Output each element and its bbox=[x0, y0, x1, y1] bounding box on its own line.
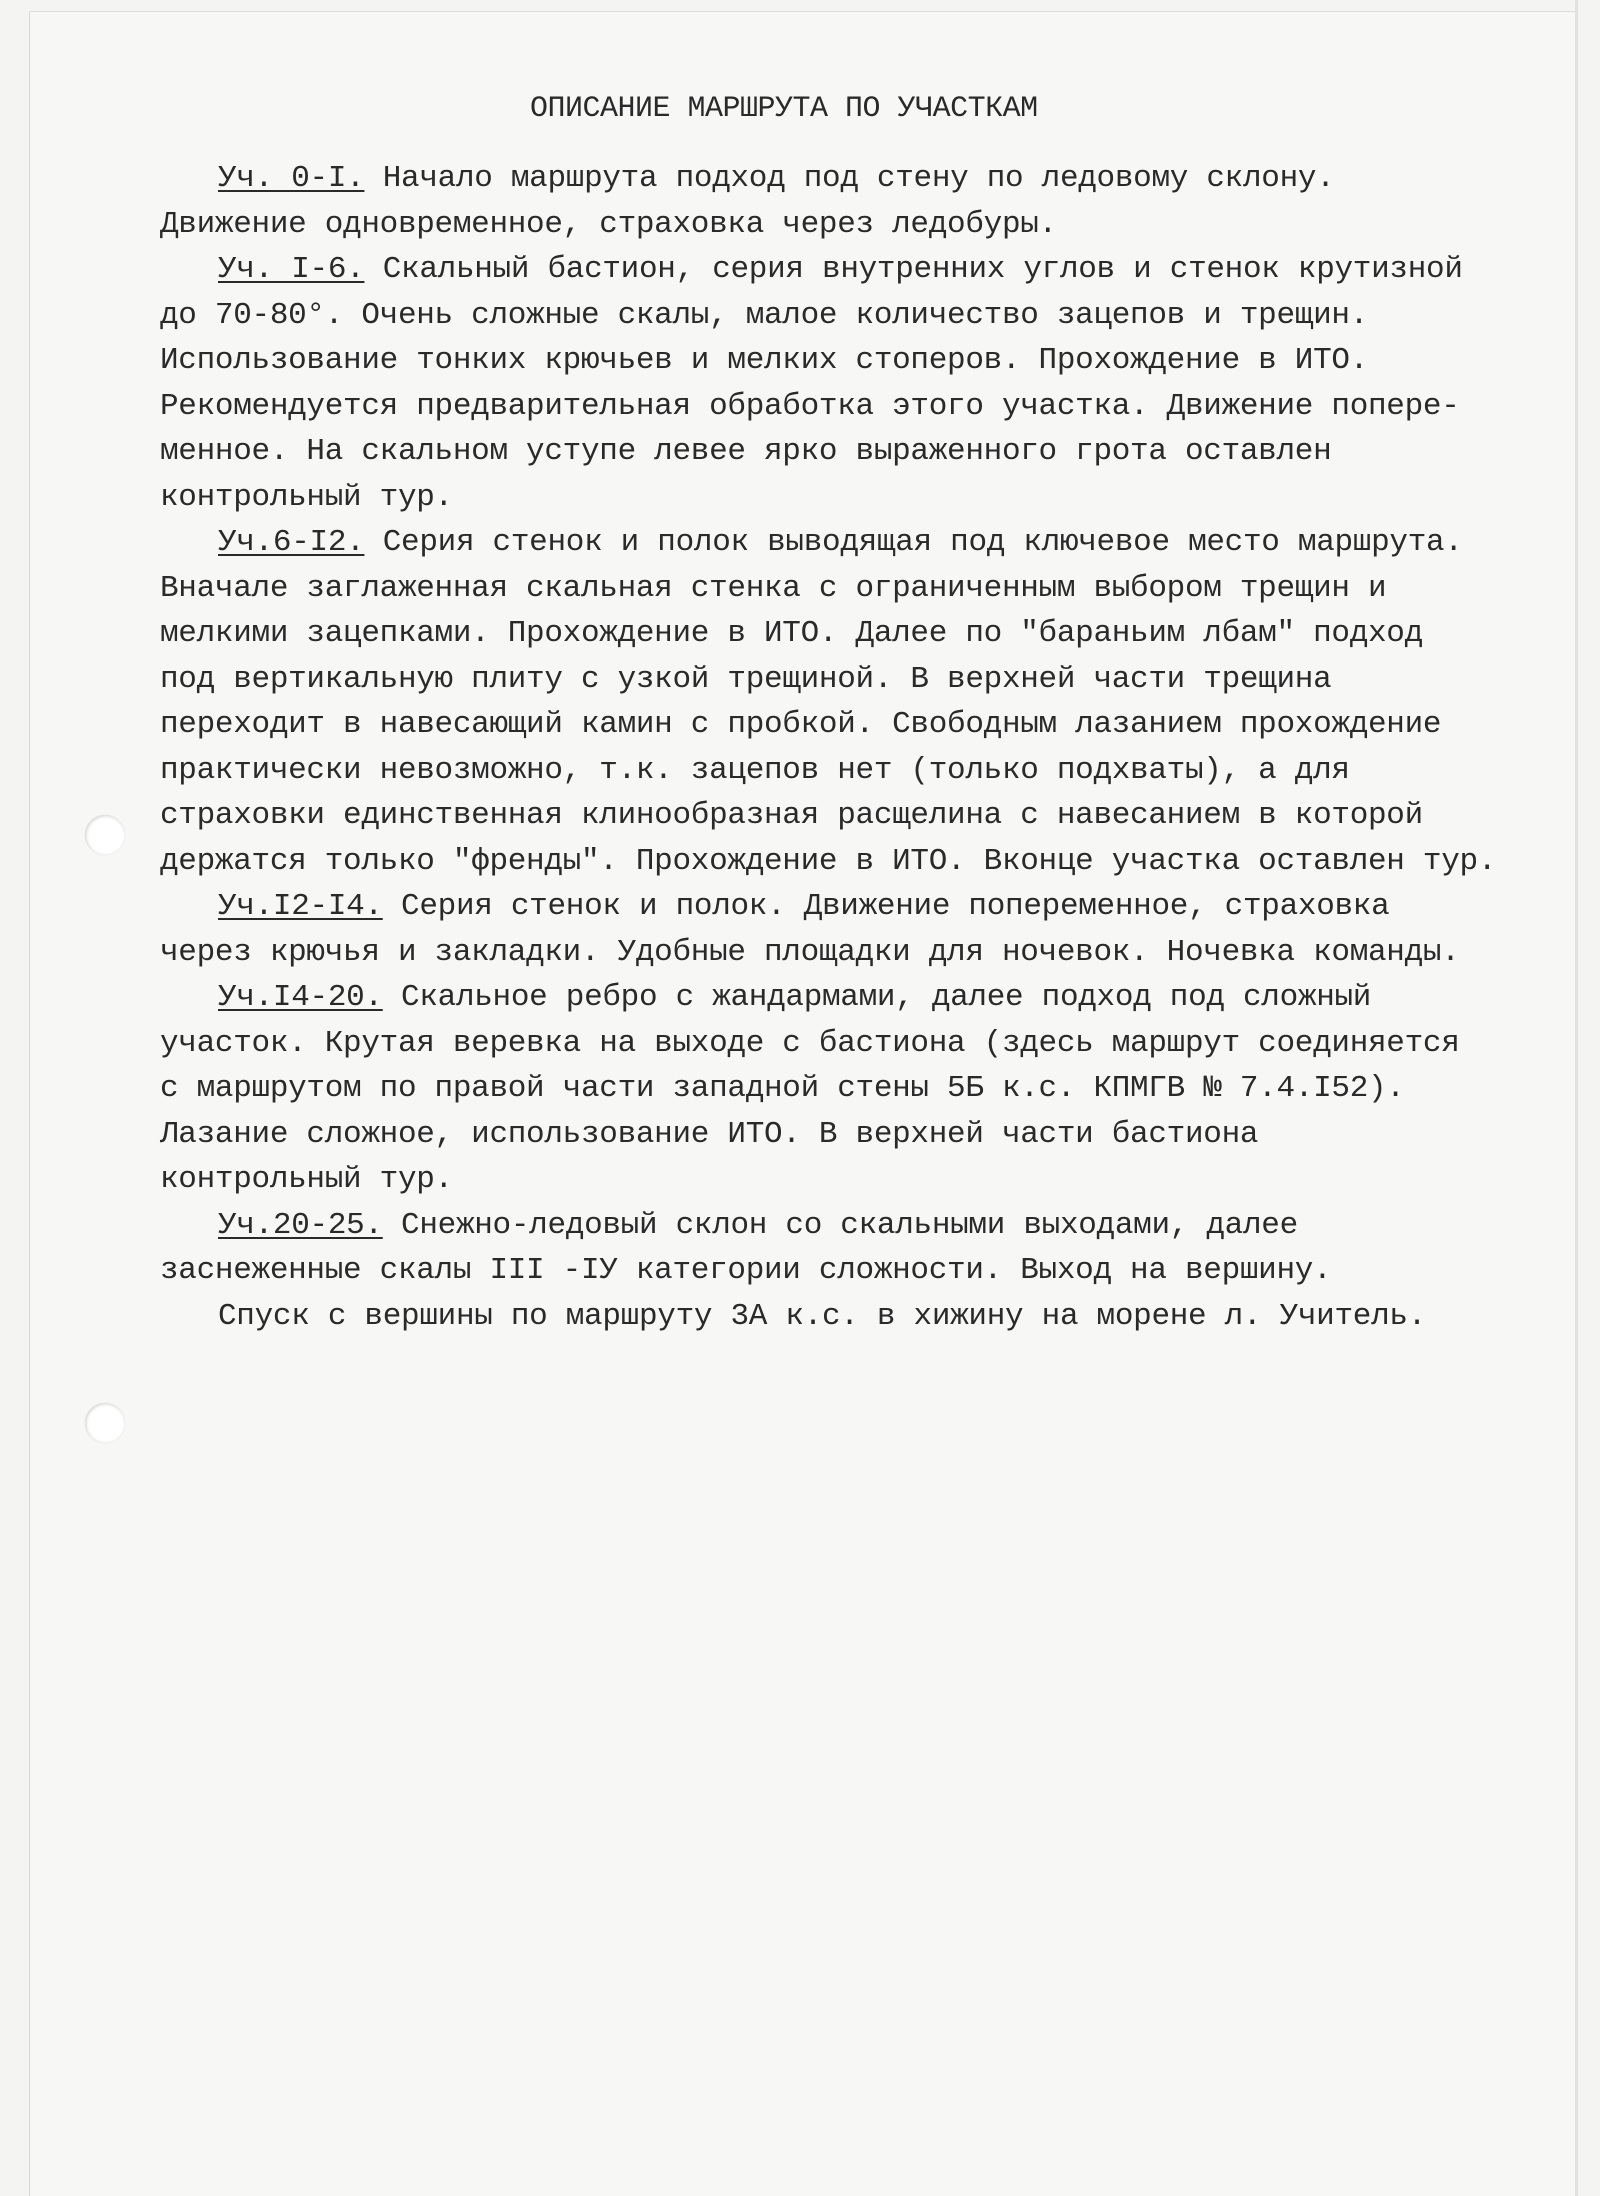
section-label: Уч.I2-I4. bbox=[218, 889, 383, 924]
typed-document bbox=[160, 92, 1540, 1339]
section-first-line bbox=[160, 1203, 1540, 1249]
section-label: Уч.6-I2. bbox=[218, 525, 365, 560]
section-first-line bbox=[160, 884, 1540, 930]
section-text-line: держатся только "френды". Прохождение в ИТО. Вконце участка оставлен тур. bbox=[160, 843, 1497, 879]
section-text: Серия стенок и полок выводящая под ключевое место маршрута. bbox=[364, 525, 1463, 560]
section-first-line bbox=[160, 247, 1540, 293]
section-first-line bbox=[160, 156, 1540, 202]
section-text-line: Движение одновременное, страховка через ледобуры. bbox=[160, 206, 1057, 242]
section-text-line: через крючья и закладки. Удобные площадки для ночевок. Ночевка команды. bbox=[160, 934, 1460, 970]
section-text-line: с маршрутом по правой части западной стены 5Б к.с. КПМГВ № 7.4.I52). bbox=[160, 1071, 1405, 1106]
section-text: Скальное ребро с жандармами, далее подход под сложный bbox=[382, 980, 1372, 1015]
punch-hole bbox=[85, 1403, 125, 1443]
section-text: Начало маршрута подход под стену по ледовому склону. bbox=[364, 161, 1335, 196]
section-text-line: страховки единственная клинообразная расщелина с навесанием в которой bbox=[160, 798, 1423, 833]
section-label: Уч.I4-20. bbox=[218, 980, 383, 1015]
page-edge bbox=[1575, 0, 1578, 2196]
section-text: Серия стенок и полок. Движение попеременное, страховка bbox=[382, 889, 1390, 924]
section-text-line: Вначале заглаженная скальная стенка с ограниченным выбором трещин и bbox=[160, 570, 1387, 606]
section-first-line bbox=[160, 520, 1540, 566]
section-text-line: менное. На скальном уступе левее ярко выраженного грота оставлен bbox=[160, 434, 1332, 469]
section-text-line: переходит в навесающий камин с пробкой. Свободным лазанием прохождение bbox=[160, 707, 1442, 742]
section-label: Уч. I-6. bbox=[218, 252, 365, 287]
section-text-line: мелкими зацепками. Прохождение в ИТО. Далее по "бараньим лбам" подход bbox=[160, 616, 1423, 651]
closing-line: Спуск с вершины по маршруту 3А к.с. в хижину на морене л. Учитель. bbox=[218, 1298, 1427, 1334]
section-text-line: Лазание сложное, использование ИТО. В верхней части бастиона bbox=[160, 1116, 1259, 1152]
section-text-line: участок. Крутая веревка на выходе с бастиона (здесь маршрут соединяется bbox=[160, 1025, 1460, 1061]
section-text-line: контрольный тур. bbox=[160, 479, 453, 515]
section-label: Уч.20-25. bbox=[218, 1207, 383, 1243]
section-label: Уч. 0-I. bbox=[218, 161, 365, 196]
section-text: Снежно-ледовый склон со скальными выходами, далее bbox=[382, 1207, 1298, 1243]
section-text-line: под вертикальную плиту с узкой трещиной. В верхней части трещина bbox=[160, 661, 1332, 697]
section-text: Скальный бастион, серия внутренних углов и стенок крутизной bbox=[364, 252, 1463, 287]
section-text-line: Использование тонких крючьев и мелких стоперов. Прохождение в ИТО. bbox=[160, 343, 1369, 378]
section-text-line: практически невозможно, т.к. зацепов нет (только подхваты), а для bbox=[160, 752, 1350, 788]
section-first-line bbox=[160, 975, 1540, 1021]
section-text-line: Рекомендуется предварительная обработка этого участка. Движение попере- bbox=[160, 388, 1460, 424]
document-title: ОПИСАНИЕ МАРШРУТА ПО УЧАСТКАМ bbox=[530, 92, 1038, 126]
section-text-line: заснеженные скалы III -IУ категории сложности. Выход на вершину. bbox=[160, 1253, 1332, 1288]
punch-hole bbox=[85, 815, 125, 855]
section-text-line: до 70-80°. Очень сложные скалы, малое количество зацепов и трещин. bbox=[160, 297, 1369, 333]
section-text-line: контрольный тур. bbox=[160, 1162, 453, 1197]
